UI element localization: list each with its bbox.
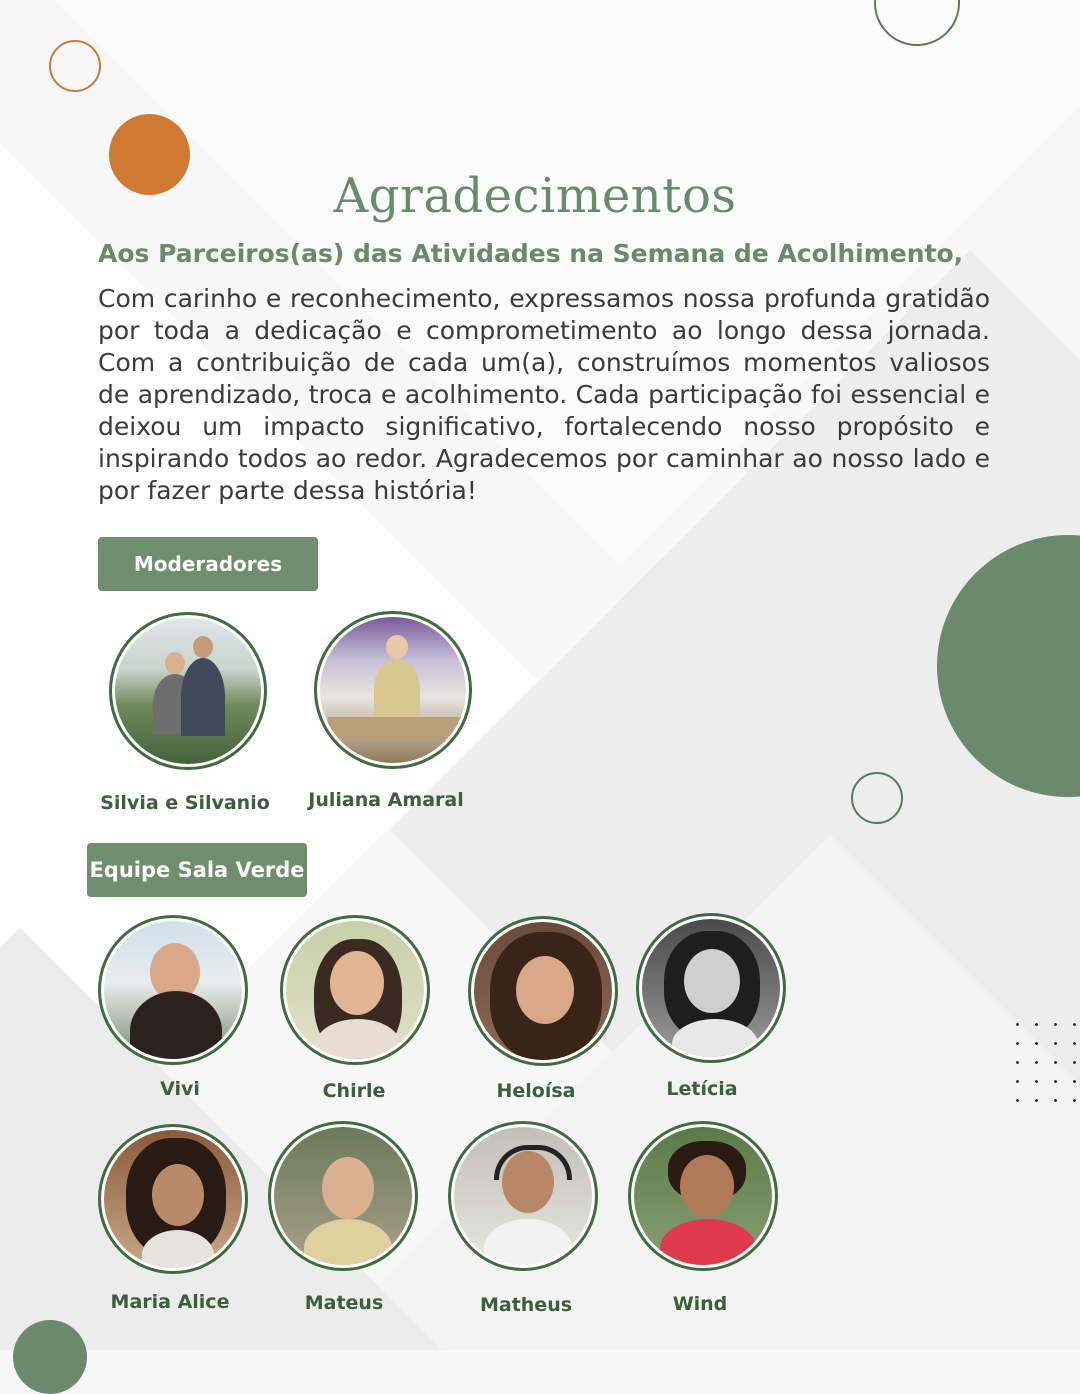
person-head xyxy=(152,1164,204,1226)
avatar xyxy=(314,611,472,769)
photo xyxy=(634,1127,772,1265)
photo xyxy=(642,919,780,1057)
photo xyxy=(320,617,466,763)
avatar xyxy=(468,916,618,1066)
avatar xyxy=(109,612,267,770)
person-body xyxy=(304,1219,392,1265)
person-head xyxy=(680,1155,734,1217)
section-label-equipe-sala-verde: Equipe Sala Verde xyxy=(87,843,307,897)
person-head xyxy=(193,636,213,658)
person-body xyxy=(181,658,225,736)
decorative-ring-green xyxy=(851,772,903,824)
page-title: Agradecimentos xyxy=(333,168,737,224)
avatar xyxy=(268,1121,418,1271)
person-head xyxy=(386,635,408,659)
person-head xyxy=(330,951,384,1015)
photo xyxy=(474,922,612,1060)
person-name: Heloísa xyxy=(496,1080,576,1102)
person-name: Silvia e Silvanio xyxy=(100,792,270,814)
avatar xyxy=(98,915,248,1065)
photo xyxy=(115,618,261,764)
thank-you-message: Com carinho e reconhecimento, expressamos nossa profunda gratidão por toda a dedicação e comprometimento ao longo dessa jornada. Com a contribuição de cada um(a), construímos momentos valiosos de aprendizado, troca e acolhimento. Cada participação foi essencial e deixou um impacto significativo, fortalecendo nosso propósito e inspirando todos ao redor. Agradecemos por caminhar ao nosso lado e por fazer parte dessa história! xyxy=(98,284,990,505)
person-name: Letícia xyxy=(666,1078,738,1100)
photo xyxy=(104,1130,242,1268)
photo xyxy=(454,1127,592,1265)
person-body xyxy=(484,1219,572,1265)
person-name: Chirle xyxy=(322,1080,386,1102)
photo xyxy=(274,1127,412,1265)
decorative-disc-green xyxy=(13,1320,87,1394)
page-subtitle: Aos Parceiros(as) das Atividades na Semana de Acolhimento, xyxy=(98,239,964,268)
section-label-moderadores: Moderadores xyxy=(98,537,318,591)
person-head xyxy=(684,949,740,1013)
person-name: Juliana Amaral xyxy=(308,789,464,811)
person-name: Vivi xyxy=(160,1078,200,1100)
person-body xyxy=(374,659,420,719)
avatar xyxy=(636,913,786,1063)
decorative-ring-orange xyxy=(49,40,101,92)
avatar xyxy=(280,915,430,1065)
table xyxy=(328,717,464,739)
person-name: Maria Alice xyxy=(110,1291,230,1313)
person-body xyxy=(660,1219,756,1265)
photo xyxy=(286,921,424,1059)
avatar xyxy=(628,1121,778,1271)
headphones xyxy=(494,1145,572,1180)
avatar xyxy=(448,1121,598,1271)
person-head xyxy=(165,652,185,674)
person-head xyxy=(322,1157,374,1219)
decorative-dot-grid xyxy=(1008,1015,1080,1115)
person-name: Wind xyxy=(672,1293,728,1315)
person-head xyxy=(516,956,574,1024)
person-name: Mateus xyxy=(304,1292,384,1314)
person-name: Matheus xyxy=(479,1294,573,1316)
avatar xyxy=(98,1124,248,1274)
photo xyxy=(104,921,242,1059)
person-hair xyxy=(130,991,222,1059)
